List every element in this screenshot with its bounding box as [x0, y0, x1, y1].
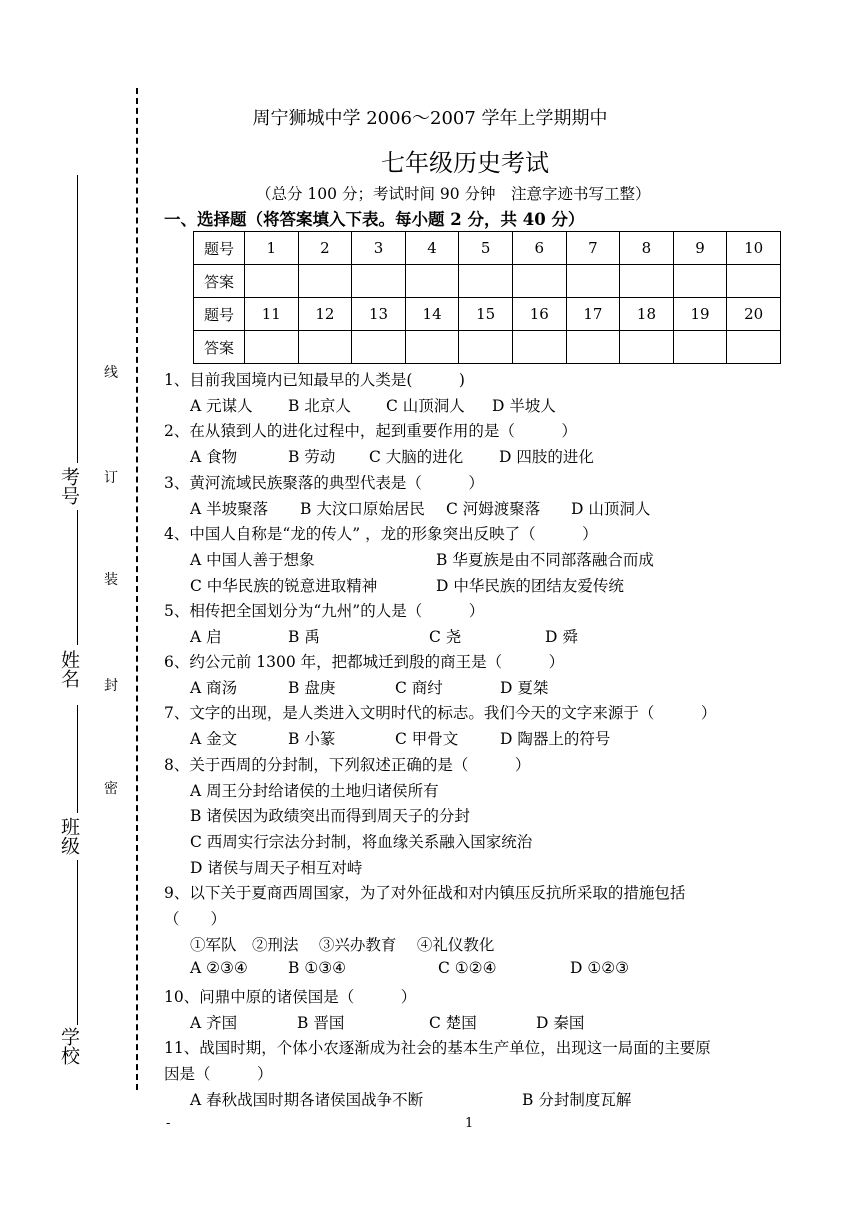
answer-cell[interactable] [727, 331, 781, 364]
q2-option-d: D 四肢的进化 [499, 448, 594, 466]
question-number-cell: 2 [298, 232, 352, 265]
question-8-stem: 8、关于西周的分封制，下列叙述正确的是（ ） [164, 756, 531, 774]
name-field-blank[interactable] [77, 510, 78, 645]
q8-option-a: A 周王分封给诸侯的土地归诸侯所有 [190, 782, 439, 800]
answer-cell[interactable] [352, 331, 406, 364]
question-number-cell: 17 [566, 298, 620, 331]
class-field-label: 班级 [58, 817, 80, 855]
class-field-blank[interactable] [77, 705, 78, 813]
answer-cell[interactable] [245, 331, 299, 364]
question-number-cell: 15 [459, 298, 513, 331]
question-number-cell: 4 [405, 232, 459, 265]
question-number-cell: 1 [245, 232, 299, 265]
answer-cell[interactable] [673, 331, 727, 364]
q9-items: ①军队 ②刑法 ③兴办教育 ④礼仪教化 [190, 936, 495, 954]
q1-option-d: D 半坡人 [492, 397, 556, 415]
q3-option-a: A 半坡聚落 [190, 500, 269, 518]
seal-char-zhuang: 装 [104, 572, 118, 588]
page-number: 1 [465, 1116, 474, 1131]
q6-option-d: D 夏桀 [500, 679, 549, 697]
answer-cell[interactable] [459, 265, 513, 298]
answer-cell[interactable] [298, 265, 352, 298]
answer-cell[interactable] [352, 265, 406, 298]
q10-option-c: C 楚国 [429, 1014, 477, 1032]
question-5-stem: 5、相传把全国划分为“九州”的人是（ ） [164, 602, 485, 620]
q2-option-a: A 食物 [190, 448, 238, 466]
q9-option-d: D ①②③ [570, 959, 630, 977]
question-number-cell: 11 [245, 298, 299, 331]
table-row [194, 298, 781, 331]
q9-option-b: B ①③④ [288, 959, 347, 977]
q9-option-a: A ②③④ [190, 959, 248, 977]
table-row [194, 232, 781, 265]
question-number-cell: 19 [673, 298, 727, 331]
question-4-stem: 4、中国人自称是“龙的传人” ，龙的形象突出反映了（ ） [164, 525, 598, 543]
table-row [194, 265, 781, 298]
name-field-label: 姓名 [58, 650, 80, 688]
q4-option-d: D 中华民族的团结友爱传统 [436, 577, 624, 595]
answer-cell[interactable] [245, 265, 299, 298]
question-number-cell: 10 [727, 232, 781, 265]
answer-cell[interactable] [405, 331, 459, 364]
answer-cell[interactable] [512, 265, 566, 298]
q10-option-d: D 秦国 [536, 1014, 585, 1032]
q7-option-c: C 甲骨文 [395, 730, 459, 748]
q4-option-c: C 中华民族的锐意进取精神 [190, 577, 378, 595]
question-number-cell: 20 [727, 298, 781, 331]
seal-char-mi: 密 [104, 781, 118, 797]
question-number-cell: 16 [512, 298, 566, 331]
q4-option-b: B 华夏族是由不同部落融合而成 [436, 551, 654, 569]
question-2-stem: 2、在从猿到人的进化过程中，起到重要作用的是（ ） [164, 422, 577, 440]
q7-option-b: B 小篆 [288, 730, 336, 748]
q7-option-d: D 陶器上的符号 [500, 730, 611, 748]
question-number-cell: 6 [512, 232, 566, 265]
q4-option-a: A 中国人善于想象 [190, 551, 315, 569]
q3-option-c: C 河姆渡聚落 [446, 500, 541, 518]
q3-option-b: B 大汶口原始居民 [300, 500, 425, 518]
exam-title: 七年级历史考试 [381, 149, 549, 177]
question-1-stem: 1、目前我国境内已知最早的人类是( ) [164, 371, 465, 389]
q8-option-c: C 西周实行宗法分封制，将血缘关系融入国家统治 [190, 833, 533, 851]
answer-cell[interactable] [673, 265, 727, 298]
q1-option-c: C 山顶洞人 [386, 397, 465, 415]
answer-cell[interactable] [566, 331, 620, 364]
answer-cell[interactable] [405, 265, 459, 298]
table-row [194, 331, 781, 364]
q1-option-b: B 北京人 [288, 397, 351, 415]
q8-option-d: D 诸侯与周天子相互对峙 [190, 859, 363, 877]
q11-option-b: B 分封制度瓦解 [522, 1091, 632, 1109]
q6-option-c: C 商纣 [395, 679, 443, 697]
exam-number-field-label: 考号 [58, 467, 80, 505]
q2-option-c: C 大脑的进化 [369, 448, 464, 466]
question-6-stem: 6、约公元前 1300 年，把都城迁到殷的商王是（ ） [164, 653, 565, 671]
q10-option-b: B 晋国 [297, 1014, 345, 1032]
school-field-blank[interactable] [77, 860, 78, 1025]
question-number-cell: 14 [405, 298, 459, 331]
answer-cell[interactable] [620, 265, 674, 298]
answer-table [193, 231, 781, 364]
answer-cell[interactable] [566, 265, 620, 298]
q5-option-a: A 启 [190, 628, 222, 646]
binding-dashed-line [136, 88, 138, 1090]
section-title: 一、选择题（将答案填入下表。每小题 2 分，共 40 分） [164, 210, 585, 229]
school-term-line: 周宁狮城中学 2006～2007 学年上学期期中 [252, 108, 608, 129]
question-10-stem: 10、问鼎中原的诸侯国是（ ） [164, 988, 417, 1006]
q6-option-a: A 商汤 [190, 679, 238, 697]
q1-option-a: A 元谋人 [190, 397, 253, 415]
question-11-stem: 11、战国时期，个体小农逐渐成为社会的基本生产单位，出现这一局面的主要原 [164, 1039, 711, 1057]
seal-char-feng: 封 [104, 678, 118, 694]
answer-cell[interactable] [459, 331, 513, 364]
question-9-stem: 9、以下关于夏商西周国家，为了对外征战和对内镇压反抗所采取的措施包括 [164, 884, 686, 902]
row-label-number: 题号 [194, 298, 245, 331]
question-11-stem-cont: 因是（ ） [164, 1065, 273, 1083]
exam-number-field-blank[interactable] [77, 175, 78, 463]
footer-left-mark: - [166, 1116, 171, 1131]
question-3-stem: 3、黄河流域民族聚落的典型代表是（ ） [164, 474, 484, 492]
question-number-cell: 12 [298, 298, 352, 331]
question-number-cell: 5 [459, 232, 513, 265]
question-7-stem: 7、文字的出现，是人类进入文明时代的标志。我们今天的文字来源于（ ） [164, 704, 717, 722]
row-label-answer: 答案 [194, 265, 245, 298]
question-number-cell: 8 [620, 232, 674, 265]
question-number-cell: 13 [352, 298, 406, 331]
q3-option-d: D 山顶洞人 [571, 500, 651, 518]
seal-char-xian: 线 [104, 365, 118, 381]
question-number-cell: 18 [620, 298, 674, 331]
question-number-cell: 7 [566, 232, 620, 265]
row-label-answer: 答案 [194, 331, 245, 364]
answer-cell[interactable] [298, 331, 352, 364]
q5-option-b: B 禹 [288, 628, 320, 646]
question-number-cell: 3 [352, 232, 406, 265]
q10-option-a: A 齐国 [190, 1014, 238, 1032]
q6-option-b: B 盘庚 [288, 679, 336, 697]
q11-option-a: A 春秋战国时期各诸侯国战争不断 [190, 1091, 424, 1109]
q9-option-c: C ①②④ [438, 959, 497, 977]
q7-option-a: A 金文 [190, 730, 238, 748]
q8-option-b: B 诸侯因为政绩突出而得到周天子的分封 [190, 807, 470, 825]
q5-option-c: C 尧 [429, 628, 462, 646]
q5-option-d: D 舜 [545, 628, 578, 646]
question-number-cell: 9 [673, 232, 727, 265]
q2-option-b: B 劳动 [288, 448, 336, 466]
row-label-number: 题号 [194, 232, 245, 265]
answer-cell[interactable] [512, 331, 566, 364]
exam-note: （总分 100 分；考试时间 90 分钟 注意字迹书写工整） [256, 185, 651, 203]
school-field-label: 学校 [58, 1027, 80, 1065]
seal-char-ding: 订 [104, 470, 118, 486]
question-9-stem-cont: （ ） [164, 910, 227, 928]
answer-cell[interactable] [727, 265, 781, 298]
answer-cell[interactable] [620, 331, 674, 364]
